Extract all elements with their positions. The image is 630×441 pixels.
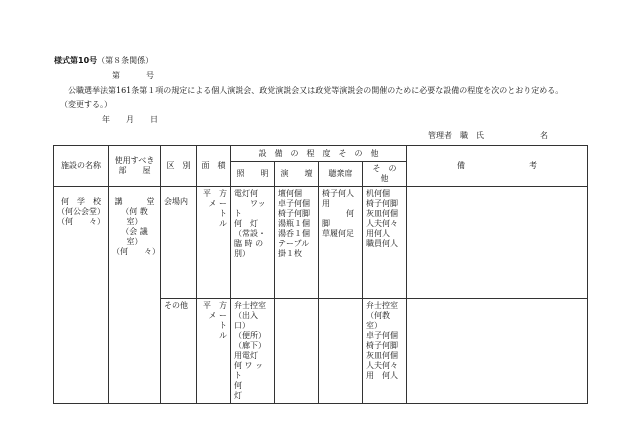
lighting-cell: 弁士控室 （出入口） （便所） （廊下） 用電灯 何 ワ ッ ト 何 灯: [231, 299, 275, 404]
document-number-line: 第 号: [112, 71, 155, 80]
audience-cell: 椅子何人 用 何脚 草履何足: [319, 187, 363, 299]
area-cell: 平 方 メ ー ト ル: [197, 187, 231, 299]
remarks-cell: [407, 187, 588, 299]
area-cell: 平 方 メ ー ト ル: [197, 299, 231, 404]
body-text-change: （変更する。）: [60, 100, 112, 109]
header-area: 面 積: [197, 146, 231, 187]
form-label: [54, 56, 153, 66]
header-remarks: 備 考: [407, 146, 588, 187]
facility-name-cell: 何 学 校 （何公会堂） （何 々）: [54, 187, 109, 404]
header-podium: 演 壇: [275, 162, 319, 187]
header-rooms: 使用すべき 部 屋: [109, 146, 161, 187]
form-number: 様式第10号: [54, 56, 98, 65]
rooms-cell: 講 堂 （何 教 室） （会 議 室） （何 々）: [109, 187, 161, 404]
other-cell: 机何個 椅子何脚 灰皿何個 人夫何々 用何人 職員何人: [363, 187, 407, 299]
equipment-table: [53, 145, 588, 404]
podium-cell: [275, 299, 319, 404]
other-cell: 弁士控室 （何教室） 卓子何個 椅子何脚 灰皿何個 人夫何々 用 何人: [363, 299, 407, 404]
header-lighting: 照 明: [231, 162, 275, 187]
remarks-cell: [407, 299, 588, 404]
manager-signature-line: 管理者 職 氏 名: [428, 131, 548, 140]
division-cell: その他: [161, 299, 197, 404]
header-audience: 聴衆席: [319, 162, 363, 187]
header-other: そ の 他: [363, 162, 407, 187]
header-equipment-degree: 設 備 の 程 度 そ の 他: [231, 146, 407, 162]
body-text: 公職選挙法第161条第１項の規定による個人演説会、政党演説会又は政党等演説会の開催のために必要な設備の程度を次のとおり定める。: [68, 86, 564, 95]
podium-cell: 壇何個 卓子何個 椅子何脚 湯瓶１個 湯呑１個 テーブル 掛１枚: [275, 187, 319, 299]
audience-cell: [319, 299, 363, 404]
form-reference: （第８条関係）: [97, 56, 154, 65]
date-line: 年 月 日: [102, 115, 158, 124]
header-facility-name: 施設の名称: [54, 146, 109, 187]
lighting-cell: 電灯何 ワット 何 灯 （常設・ 臨 時 の 別）: [231, 187, 275, 299]
division-cell: 会場内: [161, 187, 197, 299]
header-division: 区 別: [161, 146, 197, 187]
table-row-venue: [54, 187, 588, 299]
